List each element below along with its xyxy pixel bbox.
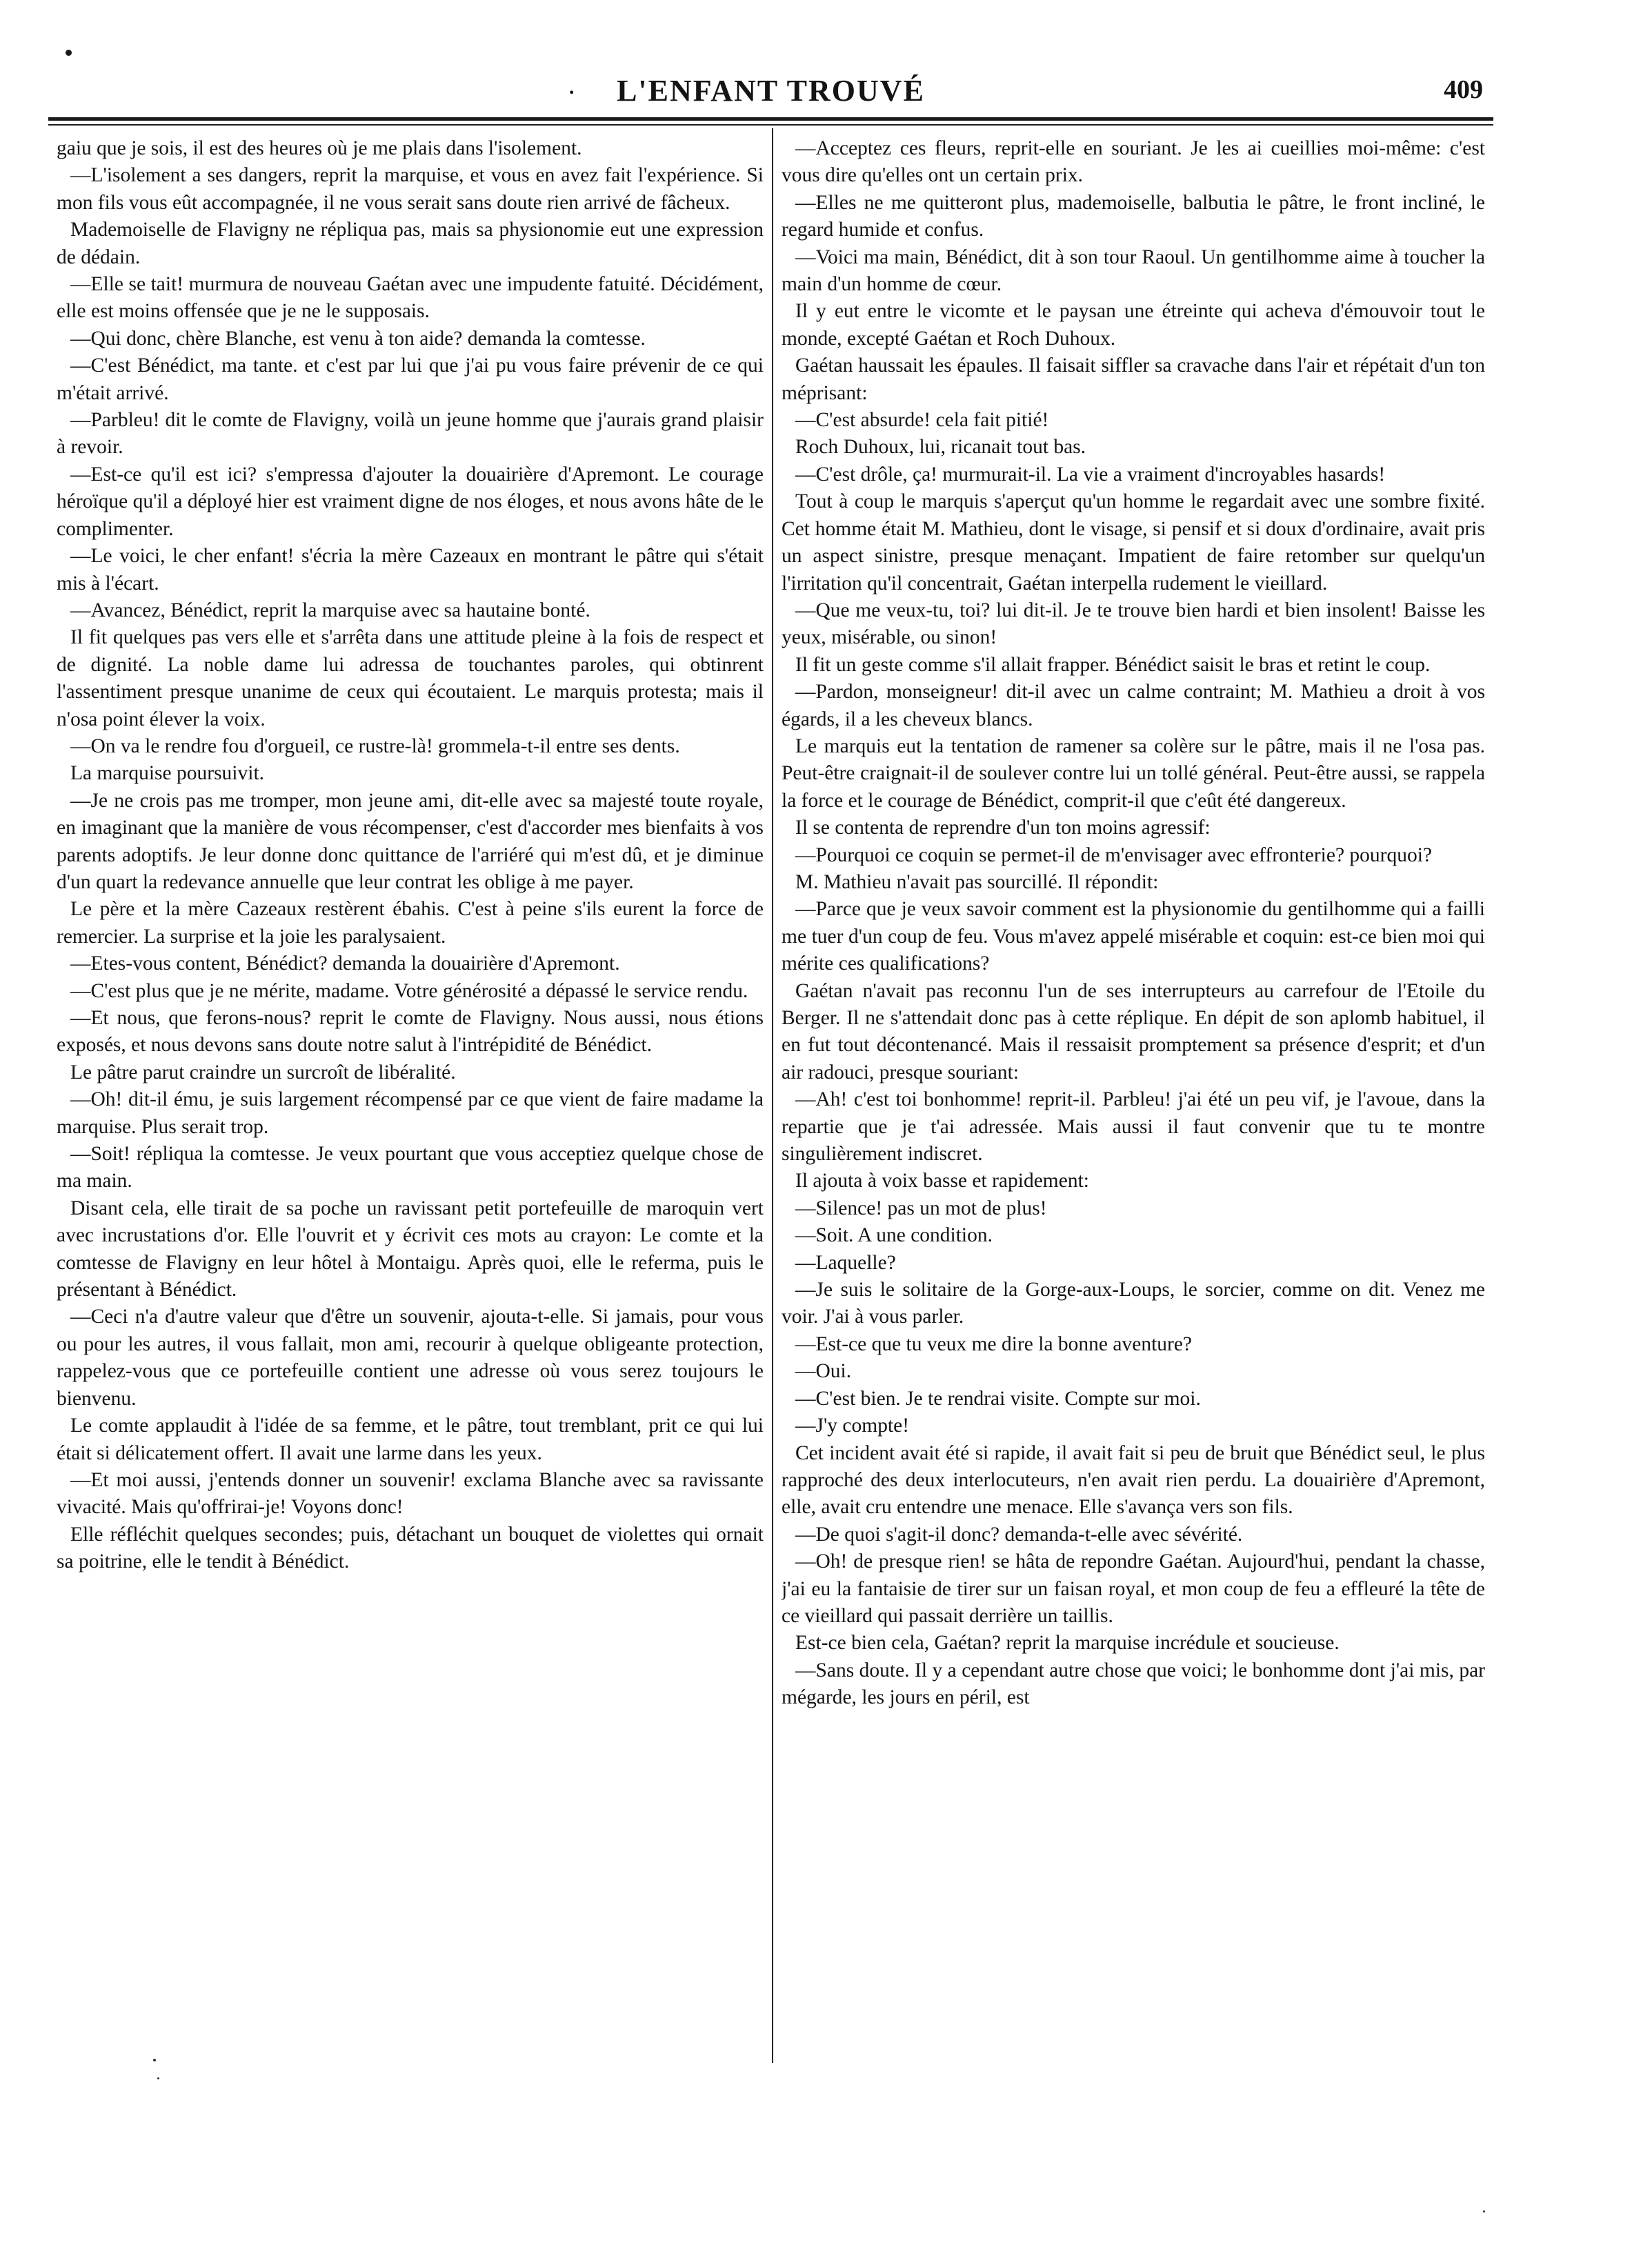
right-column-paragraph: —Que me veux-tu, toi? lui dit-il. Je te trouve bien hardi et bien insolent! Baisse les yeux, misérable, ou sinon! [782, 599, 1485, 649]
right-column-paragraph: Gaétan n'avait pas reconnu l'un de ses interrupteurs au carrefour de l'Etoile du Berger. Il ne s'attendait donc pas à cette réplique. En dépit de son aplomb habituel, il en fut tout décontenancé. Mais il ressaisit promptement sa présence d'esprit; et d'un air radouci, presque souriant: [782, 979, 1485, 1083]
right-column-paragraph: —C'est drôle, ça! murmurait-il. La vie a vraiment d'incroyables hasards! [795, 463, 1386, 486]
right-column-paragraph: —Est-ce que tu veux me dire la bonne aventure? [795, 1332, 1193, 1355]
left-column-paragraph: —Parbleu! dit le comte de Flavigny, voilà un jeune homme que j'aurais grand plaisir à revoir. [57, 409, 764, 459]
left-column-paragraph: —Le voici, le cher enfant! s'écria la mère Cazeaux en montrant le pâtre qui s'était mis à l'écart. [57, 545, 764, 595]
left-column-paragraph: —Et moi aussi, j'entends donner un souvenir! exclama Blanche avec sa ravissante vivacité. Mais qu'offrirai-je! Voyons donc! [57, 1468, 764, 1519]
header-rule-thin [48, 124, 1493, 126]
right-column-paragraph: —Laquelle? [795, 1251, 896, 1274]
right-column-paragraph: Il se contenta de reprendre d'un ton moins agressif: [795, 817, 1211, 839]
right-column-paragraph: —Parce que je veux savoir comment est la physionomie du gentilhomme qui a failli me tuer d'un coup de feu. Vous m'avez appelé misérable et coquin: est-ce bien moi qui mérite ces qualifications? [782, 898, 1485, 975]
left-column-paragraph: Le pâtre parut craindre un surcroît de libéralité. [70, 1061, 456, 1083]
left-column-paragraph: Le père et la mère Cazeaux restèrent ébahis. C'est à peine s'ils eurent la force de remercier. La surprise et la joie les paralysaient. [57, 898, 764, 948]
header-bullet: . [569, 76, 575, 99]
right-column-paragraph: —Oui. [795, 1360, 852, 1383]
left-column-paragraph: —C'est Bénédict, ma tante. et c'est par lui que j'ai pu vous faire prévenir de ce qui m'était arrivé. [57, 354, 764, 404]
right-column-paragraph: —Acceptez ces fleurs, reprit-elle en souriant. Je les ai cueillies moi-même: c'est vous dire qu'elles ont un certain prix. [782, 137, 1485, 187]
right-column-paragraph: —Sans doute. Il y a cependant autre chose que voici; le bonhomme dont j'ai mis, par mégarde, les jours en péril, est [782, 1659, 1485, 1709]
right-column-paragraph: Le marquis eut la tentation de ramener sa colère sur le pâtre, mais il ne l'osa pas. Peut-être craignait-il de soulever contre lui un tollé général. Peut-être aussi, se rappela la force et le courage de Bénédict, comprit-il que c'eût été dangereux. [782, 735, 1485, 812]
right-column-paragraph: Roch Duhoux, lui, ricanait tout bas. [795, 436, 1086, 459]
left-column-paragraph: —Elle se tait! murmura de nouveau Gaétan avec une impudente fatuité. Décidément, elle est moins offensée que je ne le supposais. [57, 273, 764, 323]
left-column-paragraph: —C'est plus que je ne mérite, madame. Votre générosité a dépassé le service rendu. [70, 979, 748, 1002]
right-column-paragraph: —J'y compte! [795, 1415, 910, 1437]
right-column-paragraph: Il y eut entre le vicomte et le paysan une étreinte qui acheva d'émouvoir tout le monde, excepté Gaétan et Roch Duhoux. [782, 300, 1485, 350]
right-column-paragraph: Tout à coup le marquis s'aperçut qu'un homme le regardait avec une sombre fixité. Cet homme était M. Mathieu, dont le visage, si pensif et si doux d'ordinaire, avait pris un aspect sinistre, presque menaçant. Impatient de faire retomber sur quelqu'un l'irritation qu'il concentrait, Gaétan interpella rudement le vieillard. [782, 490, 1485, 595]
right-column-paragraph: —Ah! c'est toi bonhomme! reprit-il. Parbleu! j'ai été un peu vif, je l'avoue, dans la repartie que je t'ai adressée. Mais aussi il faut convenir que tu te montre singulièrement indiscret. [782, 1088, 1485, 1166]
column-divider [772, 128, 773, 2063]
left-column-paragraph: —Et nous, que ferons-nous? reprit le comte de Flavigny. Nous aussi, nous étions exposés, et nous devons sans doute notre salut à l'intrépidité de Bénédict. [57, 1007, 764, 1057]
header-rule-thick [48, 117, 1493, 121]
left-column-paragraph: Disant cela, elle tirait de sa poche un ravissant petit portefeuille de maroquin vert avec incrustations d'or. Elle l'ouvrit et y écrivit ces mots au crayon: Le comte et la comtesse de Flavigny en leur hôtel à Montaigu. Après quoi, elle le referma, puis le présentant à Bénédict. [57, 1197, 764, 1301]
running-title: L'ENFANT TROUVÉ [617, 74, 925, 108]
right-column-paragraph: —C'est bien. Je te rendrai visite. Compte sur moi. [795, 1387, 1201, 1410]
left-column-paragraph: La marquise poursuivit. [70, 762, 265, 785]
left-column-paragraph: —Avancez, Bénédict, reprit la marquise avec sa hautaine bonté. [70, 599, 590, 621]
right-column-paragraph: —Pourquoi ce coquin se permet-il de m'envisager avec effronterie? pourquoi? [795, 843, 1433, 866]
left-column-paragraph: —Soit! répliqua la comtesse. Je veux pourtant que vous acceptiez quelque chose de ma main. [57, 1143, 764, 1192]
right-column-paragraph: Cet incident avait été si rapide, il avait fait si peu de bruit que Bénédict seul, le plus rapproché des deux interlocuteurs, n'en avait rien perdu. La douairière d'Apremont, elle, avait cru entendre une menace. Elle s'avança vers son fils. [782, 1441, 1485, 1519]
page-header [48, 69, 1493, 112]
left-column-paragraph: Elle réfléchit quelques secondes; puis, détachant un bouquet de violettes qui ornait sa poitrine, elle le tendit à Bénédict. [57, 1523, 764, 1573]
right-column-paragraph: —De quoi s'agit-il donc? demanda-t-elle avec sévérité. [795, 1523, 1243, 1546]
left-column-paragraph: —Je ne crois pas me tromper, mon jeune ami, dit-elle avec sa majesté toute royale, en imaginant que la manière de vous récompenser, c'est d'accorder mes bienfaits à vos parents adoptifs. Je leur donne donc quittance de l'arriéré qui m'est dû, et je diminue d'un quart la redevance annuelle que leur contrat les oblige à me payer. [57, 789, 764, 893]
right-column-paragraph: —Oh! de presque rien! se hâta de repondre Gaétan. Aujourd'hui, pendant la chasse, j'ai eu la fantaisie de tirer sur un faisan royal, et mon coup de feu a effleuré la tête de ce vieillard qui passait derrière un taillis. [782, 1550, 1485, 1627]
right-column [782, 135, 1485, 2059]
right-column-paragraph: Gaétan haussait les épaules. Il faisait siffler sa cravache dans l'air et répétait d'un ton méprisant: [782, 354, 1485, 404]
left-column-paragraph: gaiu que je sois, il est des heures où je me plais dans l'isolement. [57, 137, 582, 159]
left-column-paragraph: —Oh! dit-il ému, je suis largement récompensé par ce que vient de faire madame la marquise. Plus serait trop. [57, 1088, 764, 1138]
right-column-paragraph: —Pardon, monseigneur! dit-il avec un calme contraint; M. Mathieu a droit à vos égards, il a les cheveux blancs. [782, 681, 1485, 730]
left-column-paragraph: Il fit quelques pas vers elle et s'arrêta dans une attitude pleine à la fois de respect et de dignité. La noble dame lui adressa de touchantes paroles, qui obtinrent l'assentiment presque unanime de ceux qui écoutaient. Le marquis protesta; mais il n'osa point élever la voix. [57, 626, 764, 730]
left-column-paragraph: —Ceci n'a d'autre valeur que d'être un souvenir, ajouta-t-elle. Si jamais, pour vous ou pour les autres, il vous fallait, mon ami, recourir à quelque obligeante protection, rappelez-vous que ce portefeuille contient une adresse où vous serez toujours le bienvenu. [57, 1306, 764, 1410]
right-column-paragraph: Il ajouta à voix basse et rapidement: [795, 1170, 1089, 1192]
right-column-paragraph: —Elles ne me quitteront plus, mademoiselle, balbutia le pâtre, le front incliné, le regard humide et confus. [782, 191, 1485, 241]
left-column-paragraph: —Qui donc, chère Blanche, est venu à ton aide? demanda la comtesse. [70, 327, 646, 350]
left-column-paragraph: Mademoiselle de Flavigny ne répliqua pas, mais sa physionomie eut une expression de dédain. [57, 219, 764, 268]
left-column-paragraph: —Est-ce qu'il est ici? s'empressa d'ajouter la douairière d'Apremont. Le courage héroïque qu'il a déployé hier est vraiment digne de nos éloges, et nous avons hâte de le complimenter. [57, 463, 764, 540]
left-column-paragraph: —L'isolement a ses dangers, reprit la marquise, et vous en avez fait l'expérience. Si mon fils vous eût accompagnée, il ne vous serait sans doute rien arrivé de fâcheux. [57, 164, 764, 214]
right-column-paragraph: —C'est absurde! cela fait pitié! [795, 409, 1049, 432]
left-column-paragraph: —On va le rendre fou d'orgueil, ce rustre-là! grommela-t-il entre ses dents. [70, 735, 680, 757]
page-number: 409 [1444, 75, 1483, 104]
right-column-paragraph: —Soit. A une condition. [795, 1224, 993, 1247]
left-column [57, 135, 764, 2059]
right-column-paragraph: —Voici ma main, Bénédict, dit à son tour Raoul. Un gentilhomme aime à toucher la main d'un homme de cœur. [782, 246, 1485, 296]
left-column-paragraph: Le comte applaudit à l'idée de sa femme, et le pâtre, tout tremblant, prit ce qui lui était si délicatement offert. Il avait une larme dans les yeux. [57, 1415, 764, 1464]
right-column-paragraph: Est-ce bien cela, Gaétan? reprit la marquise incrédule et soucieuse. [795, 1632, 1340, 1655]
right-column-paragraph: Il fit un geste comme s'il allait frapper. Bénédict saisit le bras et retint le coup. [795, 653, 1431, 676]
right-column-paragraph: —Je suis le solitaire de la Gorge-aux-Loups, le sorcier, comme on dit. Venez me voir. J'ai à vous parler. [782, 1279, 1485, 1328]
ink-dot [66, 50, 72, 56]
left-column-paragraph: —Etes-vous content, Bénédict? demanda la douairière d'Apremont. [70, 952, 620, 975]
right-column-paragraph: —Silence! pas un mot de plus! [795, 1197, 1047, 1219]
right-column-paragraph: M. Mathieu n'avait pas sourcillé. Il répondit: [795, 870, 1159, 893]
